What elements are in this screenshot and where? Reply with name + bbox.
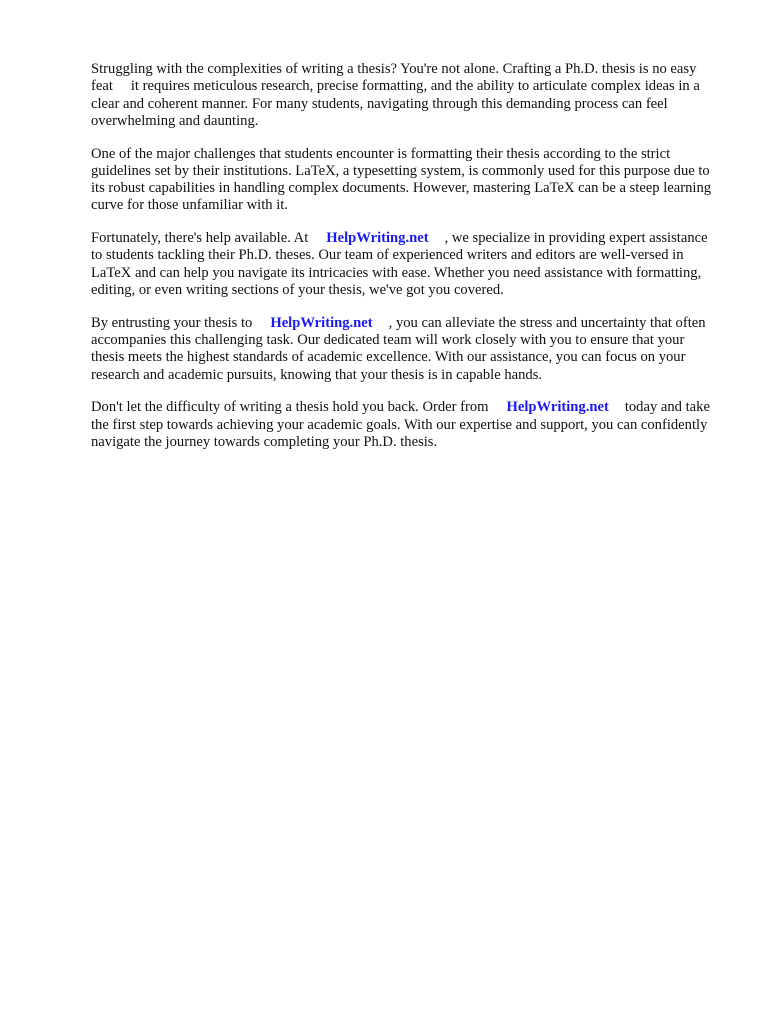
paragraph-entrusting bbox=[91, 315, 721, 384]
helpwriting-link-2[interactable]: HelpWriting.net bbox=[270, 314, 373, 331]
paragraph-call-to-action bbox=[91, 399, 721, 451]
paragraph-intro-text-end: it requires meticulous research, precise formatting, and the ability to articulate complex ideas in a clear and coherent manner. For many students, navigating through this demanding process can feel overwhelming and daunting. bbox=[91, 78, 700, 129]
paragraph-intro bbox=[91, 61, 721, 130]
paragraph-intro-text-start: Struggling with the complexities of writing a thesis? You're not alone. Crafting a Ph.D. thesis is no easy feat bbox=[91, 61, 697, 95]
paragraph-help-available-text-end: , we specialize in providing expert assistance to students tackling their Ph.D. theses. Our team of experienced writers and editors are well-versed in LaTeX and can help you navigate its intricacies with ease. Whether you need assistance with formatting, editing, or even writing sections of your thesis, we've got you covered. bbox=[91, 230, 708, 299]
paragraph-latex-challenge bbox=[91, 146, 721, 215]
paragraph-call-to-action-text-end: today and take the first step towards achieving your academic goals. With our expertise and support, you can confidently navigate the journey towards completing your Ph.D. thesis. bbox=[91, 399, 710, 450]
helpwriting-link-3[interactable]: HelpWriting.net bbox=[506, 399, 609, 416]
paragraph-call-to-action-text-start: Don't let the difficulty of writing a thesis hold you back. Order from bbox=[91, 399, 489, 416]
paragraph-latex-challenge-text: One of the major challenges that students encounter is formatting their thesis according to the strict guidelines set by their institutions. LaTeX, a typesetting system, is commonly used for this purpose due to its robust capabilities in handling complex documents. However, mastering LaTeX can be a steep learning curve for those unfamiliar with it. bbox=[91, 145, 712, 214]
paragraph-entrusting-text-end: , you can alleviate the stress and uncertainty that often accompanies this challenging task. Our dedicated team will work closely with you to ensure that your thesis meets the highest standards of academic excellence. With our assistance, you can focus on your research and academic pursuits, knowing that your thesis is in capable hands. bbox=[91, 314, 706, 383]
paragraph-help-available bbox=[91, 230, 721, 299]
paragraph-help-available-text-start: Fortunately, there's help available. At bbox=[91, 230, 309, 247]
helpwriting-link-1[interactable]: HelpWriting.net bbox=[326, 230, 429, 247]
paragraph-entrusting-text-start: By entrusting your thesis to bbox=[91, 314, 253, 331]
document-body bbox=[91, 61, 721, 467]
